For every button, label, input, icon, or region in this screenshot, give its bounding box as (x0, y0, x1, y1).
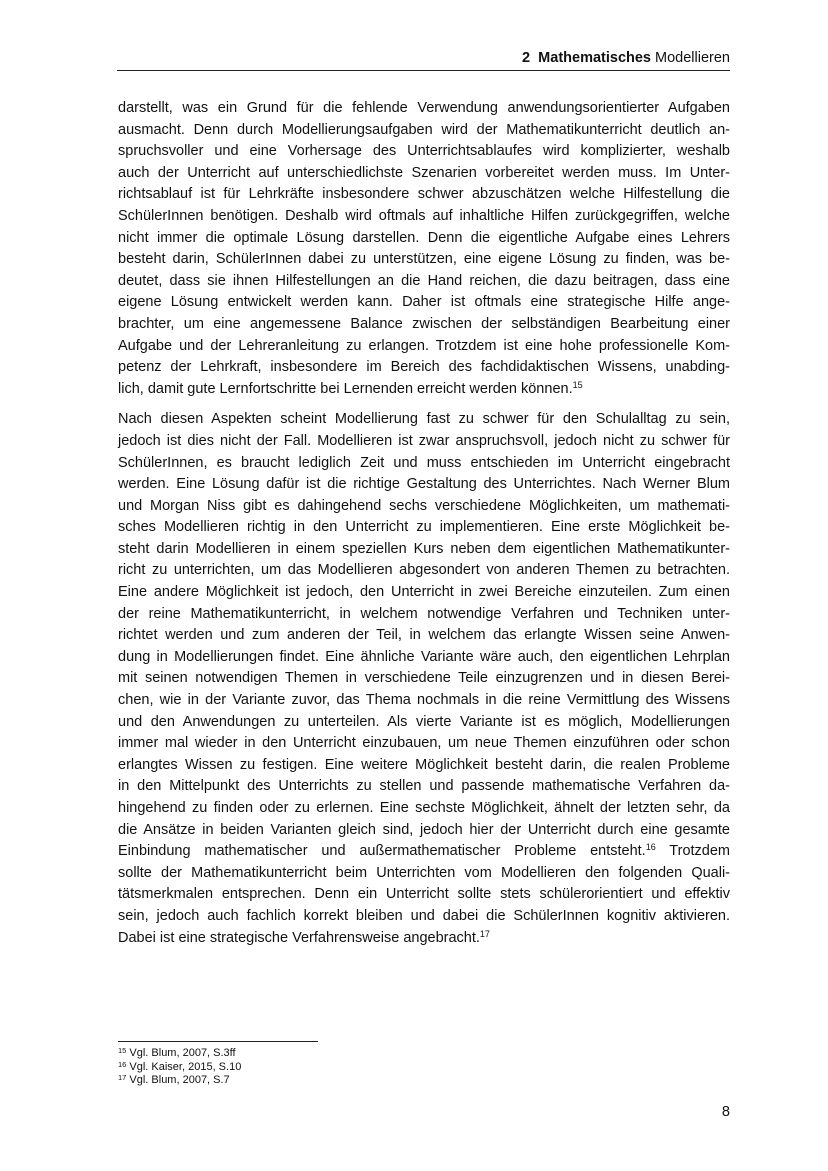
footnote-number: 16 (118, 1059, 127, 1069)
text-line (118, 841, 730, 863)
line-text: lich, damit gute Lernfortschritte bei Lernenden erreicht werden können. (118, 380, 573, 397)
text-line (118, 733, 730, 755)
line-text: steht darin Modellieren in einem speziellen Kurs neben dem eigentlichen Mathematikunter- (118, 540, 730, 557)
paragraph-1 (118, 98, 730, 400)
text-line (118, 228, 730, 250)
text-line (118, 560, 730, 582)
text-line (118, 292, 730, 314)
text-line (118, 755, 730, 777)
text-line (118, 206, 730, 228)
line-text: SchülerInnen, es braucht lediglich Zeit und muss entschieden im Unterricht eingebracht (118, 454, 730, 471)
text-line (118, 184, 730, 206)
line-text: immer mal wieder in den Unterricht einzubauen, um neue Themen einzuführen oder schon (118, 735, 730, 752)
body-text (118, 98, 730, 958)
chapter-number: 2 (522, 50, 531, 66)
text-line (118, 379, 730, 401)
line-text: brachter, um eine angemessene Balance zwischen der selbständigen Bearbeitung einer (118, 315, 730, 332)
running-header (117, 48, 730, 71)
footnote-text: Vgl. Kaiser, 2015, S.10 (126, 1060, 242, 1073)
text-line (118, 453, 730, 475)
line-text: SchülerInnen benötigen. Deshalb wird oftmals auf inhaltliche Hilfen zurückgegriffen, welche (118, 207, 730, 224)
text-line (118, 357, 730, 379)
line-text: sollte der Mathematikunterricht beim Unterrichten vom Modellieren den folgenden Quali- (118, 864, 730, 881)
footnote-text: Vgl. Blum, 2007, S.7 (126, 1074, 230, 1086)
text-line (118, 906, 730, 928)
footnote-17 (118, 1074, 241, 1088)
line-text: erlangtes Wissen zu festigen. Eine weitere Möglichkeit besteht darin, die realen Probleme (118, 756, 730, 773)
footnote-number: 15 (118, 1046, 127, 1055)
footnotes (118, 1047, 241, 1088)
text-line (118, 314, 730, 336)
line-text: werden. Eine Lösung dafür ist die richtige Gestaltung des Unterrichtes. Nach Werner Blum (118, 476, 730, 493)
line-text: jedoch ist dies nicht der Fall. Modellieren ist zwar anspruchsvoll, jedoch nicht zu schwer für (118, 432, 730, 449)
line-text: ausmacht. Denn durch Modellierungsaufgaben wird der Mathematikunterricht deutlich an- (118, 121, 730, 138)
line-text: tätsmerkmalen entsprechen. Denn ein Unterricht sollte stets schülerorientiert und effektiv (118, 886, 730, 903)
text-line (118, 712, 730, 734)
line-text: Dabei ist eine strategische Verfahrensweise angebracht. (118, 929, 480, 946)
text-line (118, 163, 730, 185)
text-line (118, 431, 730, 453)
text-line (118, 474, 730, 496)
line-text: auch der Unterricht auf unterschiedlichste Szenarien vorbereitet werden muss. Im Unter- (118, 164, 730, 181)
line-text: eigene Lösung entwickelt werden kann. Daher ist oftmals eine strategische Hilfe ange- (118, 294, 730, 311)
text-line (118, 776, 730, 798)
line-text: deutet, dass sie ihnen Hilfestellungen an die Hand reichen, die dazu beitragen, dass eine (118, 272, 730, 289)
footnote-15 (118, 1047, 241, 1061)
line-text: dung in Modellierungen findet. Eine ähnliche Variante wäre auch, den eigentlichen Lehrplan (118, 648, 730, 665)
line-text: richtet werden und zum anderen der Teil, in welchem das erlangte Wissen seine Anwen- (118, 627, 730, 644)
line-text: richt zu unterrichten, um das Modellieren abgesondert von anderen Themen zu betrachten. (118, 562, 730, 579)
line-text: chen, wie in der Variante zuvor, das Thema nochmals in die reine Vermittlung des Wissens (118, 692, 730, 709)
text-line (118, 496, 730, 518)
text-line (118, 647, 730, 669)
text-line (118, 928, 730, 950)
line-text: nicht immer die optimale Lösung darstellen. Denn die eigentliche Aufgabe eines Lehrers (118, 229, 730, 246)
page-number: 8 (721, 1104, 730, 1120)
line-text: in den Mittelpunkt des Unterrichts zu stellen und passende mathematische Verfahren da- (118, 778, 730, 795)
text-line (118, 668, 730, 690)
footnote-16 (118, 1061, 241, 1075)
text-line (118, 271, 730, 293)
line-text: Einbindung mathematischer und außermathematischer Probleme entsteht. (118, 843, 646, 860)
line-text: der reine Mathematikunterricht, in welchem notwendige Verfahren und Techniken unter- (118, 605, 730, 622)
line-text: petenz der Lehrkraft, insbesondere im Bereich des fachdidaktischen Wissens, unabding- (118, 359, 730, 376)
line-text: hingehend zu finden oder zu erlernen. Eine sechste Möglichkeit, ähnelt der letzten sehr, da (118, 800, 730, 816)
text-line (118, 798, 730, 820)
text-line (118, 604, 730, 626)
line-text: Aufgabe und der Lehreranleitung zu erlangen. Trotzdem ist eine hohe professionelle Kom- (118, 337, 730, 354)
text-line (118, 582, 730, 604)
line-text: die Ansätze in beiden Varianten gleich sind, jedoch hier der Unterricht durch eine gesamte (118, 821, 730, 838)
text-line (118, 539, 730, 561)
text-line (118, 690, 730, 712)
text-line (118, 141, 730, 163)
text-line (118, 98, 730, 120)
line-text: besteht darin, SchülerInnen dabei zu unterstützen, eine eigene Lösung zu finden, was be- (118, 251, 730, 268)
line-text: sches Modellieren richtig in den Unterricht zu implementieren. Eine erste Möglichkeit be- (118, 519, 730, 536)
line-text: richtsablauf ist für Lehrkräfte insbesondere schwer abzuschätzen welche Hilfestellung die (118, 186, 730, 203)
text-line (118, 625, 730, 647)
paragraph-2 (118, 409, 730, 949)
footnote-number: 17 (118, 1073, 127, 1082)
text-line (118, 517, 730, 539)
footnote-ref-17: 17 (479, 928, 490, 939)
line-text: spruchsvoller und eine Vorhersage des Unterrichtsablaufes wird komplizierter, weshalb (118, 143, 730, 160)
line-text: sein, jedoch auch fachlich korrekt bleiben und dabei die SchülerInnen kognitiv aktivieren. (118, 907, 730, 924)
line-text: und den Anwendungen zu unterteilen. Als vierte Variante ist es möglich, Modellierungen (118, 713, 730, 730)
chapter-title-rest: Modellieren (655, 50, 730, 66)
chapter-title-bold: Mathematisches (538, 50, 651, 66)
text-line (118, 884, 730, 906)
text-line (118, 120, 730, 142)
text-line (118, 336, 730, 358)
line-text: Eine andere Möglichkeit ist jedoch, den Unterricht in zwei Bereiche einzuteilen. Zum einen (118, 584, 730, 601)
footnote-ref-15: 15 (572, 379, 583, 390)
text-line (118, 249, 730, 271)
line-text: und Morgan Niss gibt es dahingehend sechs verschiedene Möglichkeiten, um mathemati- (118, 497, 730, 514)
text-line (118, 409, 730, 431)
footnote-separator (118, 1041, 318, 1042)
line-text: darstellt, was ein Grund für die fehlende Verwendung anwendungsorientierter Aufgaben (118, 100, 730, 116)
footnote-text: Vgl. Blum, 2007, S.3ff (126, 1047, 236, 1059)
line-text: Nach diesen Aspekten scheint Modellierung fast zu schwer für den Schulalltag zu sein, (118, 411, 730, 428)
text-line (118, 820, 730, 842)
text-line (118, 863, 730, 885)
footnote-ref-16: 16 (645, 842, 656, 853)
line-text: Trotzdem (655, 843, 730, 860)
line-text: mit seinen notwendigen Themen in verschiedene Teile einzugrenzen und in diesen Berei- (118, 670, 730, 687)
